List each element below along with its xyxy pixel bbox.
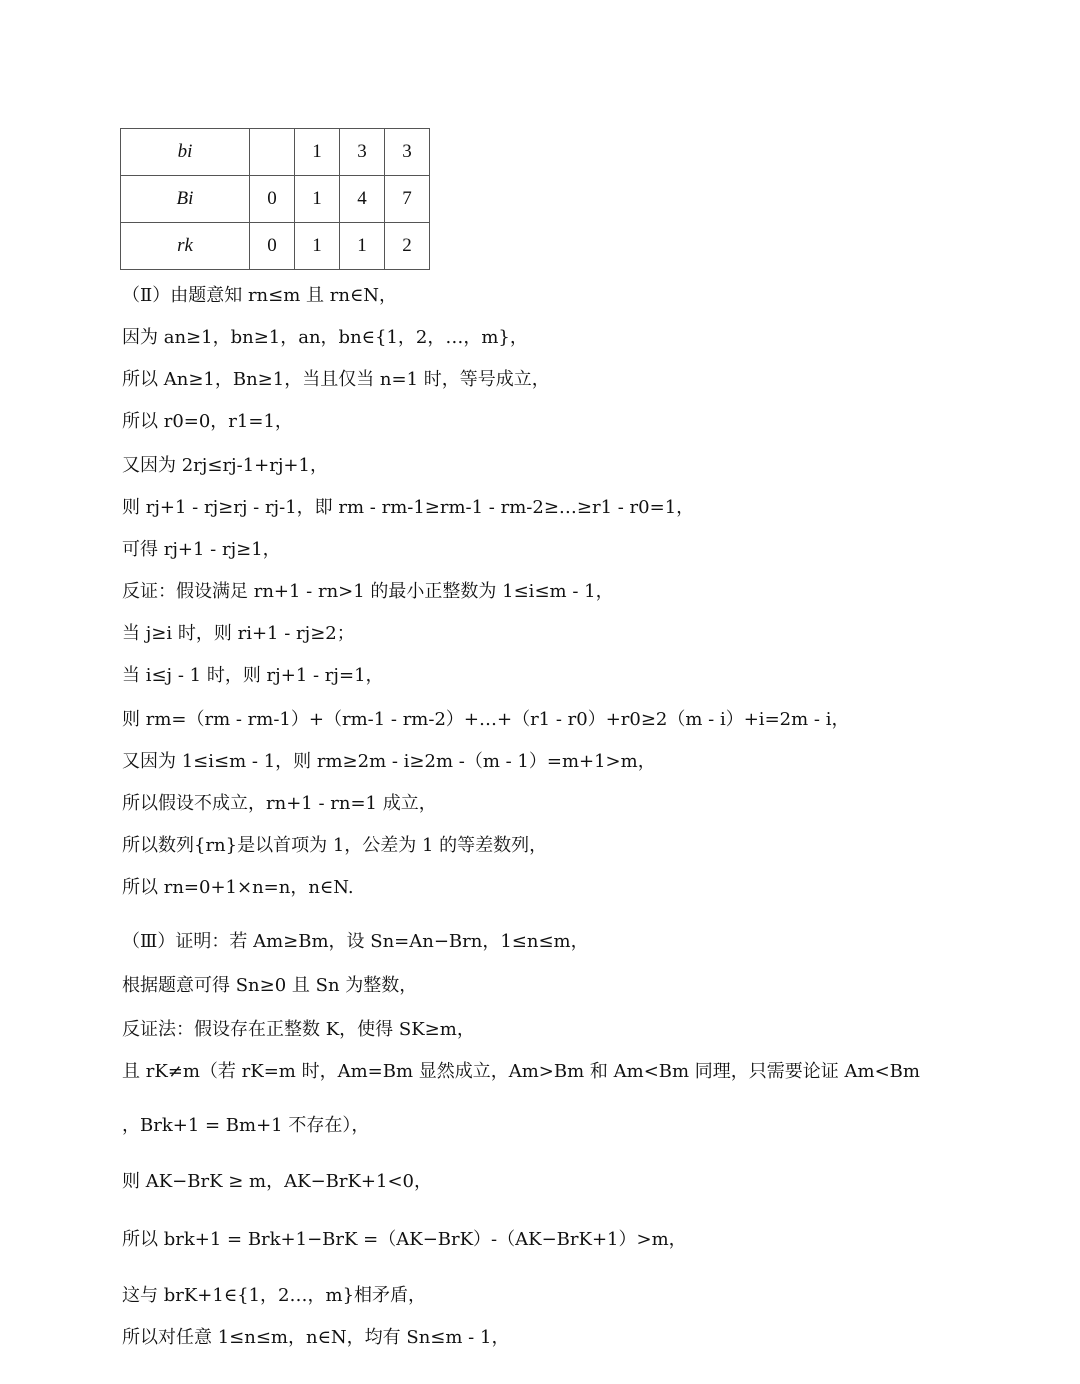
proof-line: 则 rj+1 - rj≥rj - rj-1，即 rm - rm-1≥rm-1 - rm-2≥…≥r1 - r0=1， [122, 497, 695, 518]
values-table [120, 128, 430, 270]
proof-line: （Ⅲ）证明：若 Am≥Bm，设 Sn=An−Brn，1≤n≤m， [122, 931, 589, 952]
table-row [121, 176, 430, 223]
proof-line: 所以对任意 1≤n≤m，n∈N，均有 Sn≤m - 1， [122, 1327, 510, 1348]
proof-line: 因为 an≥1，bn≥1，an，bn∈{1，2，…，m}， [122, 327, 528, 348]
proof-line: 所以 rn=0+1×n=n，n∈N. [122, 877, 354, 898]
proof-line: 所以 r0=0，r1=1， [122, 411, 293, 432]
proof-line: 所以 brk+1 = Brk+1−BrK =（AK−BrK）-（AK−BrK+1）>m， [122, 1229, 687, 1250]
proof-line: 又因为 2rj≤rj-1+rj+1， [122, 455, 328, 476]
table-cell: 2 [385, 223, 430, 270]
proof-line: 且 rK≠m（若 rK=m 时，Am=Bm 显然成立，Am>Bm 和 Am<Bm 同理，只需要论证 Am<Bm [122, 1061, 920, 1082]
table-cell: 1 [295, 176, 340, 223]
proof-line: 则 rm=（rm - rm-1）+（rm-1 - rm-2）+…+（r1 - r0）+r0≥2（m - i）+i=2m - i， [122, 709, 850, 730]
proof-line: 根据题意可得 Sn≥0 且 Sn 为整数， [122, 975, 418, 996]
row-header: rk [121, 223, 250, 270]
proof-line: 当 i≤j - 1 时，则 rj+1 - rj=1， [122, 665, 384, 686]
table-cell: 0 [250, 176, 295, 223]
table-cell [250, 129, 295, 176]
table-cell: 1 [295, 129, 340, 176]
proof-line: 当 j≥i 时，则 ri+1 - rj≥2； [122, 623, 355, 644]
proof-line: 这与 brK+1∈{1，2…，m}相矛盾， [122, 1285, 427, 1306]
proof-line: ，Brk+1 = Bm+1 不存在）， [122, 1115, 370, 1136]
row-header: Bi [121, 176, 250, 223]
table-cell: 3 [385, 129, 430, 176]
table-cell: 4 [340, 176, 385, 223]
proof-line: 所以 An≥1，Bn≥1，当且仅当 n=1 时，等号成立， [122, 369, 550, 390]
table-cell: 3 [340, 129, 385, 176]
proof-line: 所以数列{rn}是以首项为 1，公差为 1 的等差数列， [122, 835, 548, 856]
proof-line: 又因为 1≤i≤m - 1，则 rm≥2m - i≥2m -（m - 1）=m+1>m， [122, 751, 656, 772]
table-row [121, 129, 430, 176]
table-row [121, 223, 430, 270]
table-cell: 0 [250, 223, 295, 270]
proof-line: （Ⅱ）由题意知 rn≤m 且 rn∈N， [122, 285, 398, 306]
proof-line: 可得 rj+1 - rj≥1， [122, 539, 281, 560]
proof-line: 反证：假设满足 rn+1 - rn>1 的最小正整数为 1≤i≤m - 1， [122, 581, 614, 602]
table-cell: 1 [340, 223, 385, 270]
table-cell: 7 [385, 176, 430, 223]
table-cell: 1 [295, 223, 340, 270]
row-header: bi [121, 129, 250, 176]
proof-line: 所以假设不成立，rn+1 - rn=1 成立， [122, 793, 437, 814]
proof-line: 则 AK−BrK ≥ m，AK−BrK+1<0， [122, 1171, 432, 1192]
proof-line: 反证法：假设存在正整数 K，使得 SK≥m， [122, 1019, 475, 1040]
